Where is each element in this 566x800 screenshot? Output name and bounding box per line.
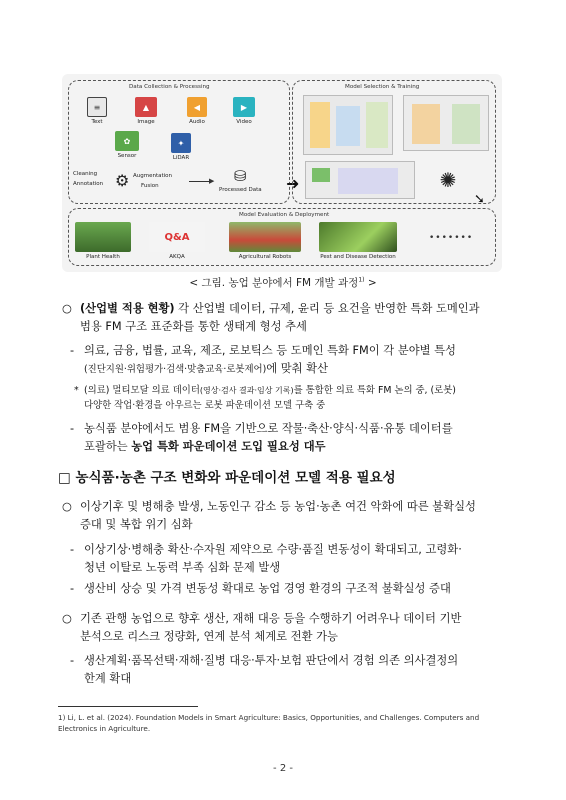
image-data: ▲ Image [135, 97, 157, 125]
robot-icon [229, 222, 301, 252]
pest-icon [319, 222, 397, 252]
video-icon: ▶ [233, 97, 255, 117]
collect-title: Data Collection & Processing [129, 84, 210, 90]
audio-icon: ◀ [187, 97, 207, 117]
plant-health-item: Plant Health [75, 222, 131, 260]
image-icon: ▲ [135, 97, 157, 117]
architecture-diagram [303, 95, 393, 155]
arrow-line [189, 181, 211, 182]
bullet-industry-status: ○ (산업별 적용 현황) 각 산업별 데이터, 규제, 윤리 등 요건을 반영한 특화 도메인과 범용 FM 구조 표준화를 통한 생태계 형성 추세 [62, 302, 480, 333]
figure-caption: < 그림. 농업 분야에서 FM 개발 과정$^{1)}$ > [189, 276, 377, 289]
data-collection-box [68, 80, 290, 204]
model-selection-box [292, 80, 496, 204]
satellite-icon: ✦ [171, 133, 191, 153]
footnote-divider [58, 706, 198, 707]
eval-title: Model Evaluation & Deployment [239, 212, 330, 218]
select-title: Model Selection & Training [345, 84, 420, 90]
video-data: ▶ Video [233, 97, 255, 125]
lidar-data: ✦ LiDAR [171, 133, 191, 161]
training-diagram [305, 161, 415, 199]
dash-agri-fm: - 농식품 분야에서도 범용 FM을 기반으로 작물·축산·양식·식품·유통 데이터를 포괄하는 농업 특화 파운데이션 도입 필요성 대두 [70, 422, 453, 453]
audio-data: ◀ Audio [187, 97, 207, 125]
transformer-diagram [403, 95, 489, 151]
augmentation-fusion: Augmentation Fusion [133, 173, 173, 189]
akqa-item: Q&A AKQA [149, 222, 205, 260]
text-data: ≡ Text [87, 97, 107, 125]
arrow-right-icon: ▶ [209, 177, 215, 185]
note-medical-robot: * (의료) 멀티모달 의료 데이터(영상·검사 결과·임상 기록)를 통합한 의료 특화 FM 논의 중, (로봇) 다양한 작업·환경을 아우르는 로봇 파운데이션 모델 구축 중 [74, 385, 456, 411]
text-icon: ≡ [87, 97, 107, 117]
cleaning-annotation: Cleaning Annotation [73, 171, 104, 187]
processed-data: ⛁ Processed Data [219, 167, 262, 193]
openai-logo-icon: ✺ [439, 168, 457, 192]
footnote: 1) Li, L. et al. (2024). Foundation Models in Smart Agriculture: Basics, Opportunities, and Challenges. Computers and Electronics in Agriculture. [58, 713, 480, 733]
model-evaluation-box [68, 208, 496, 266]
gear-icon: ⚙ [115, 171, 130, 190]
dash-weather-labor: - 이상기상·병해충 확산·수자원 제약으로 수량·품질 변동성이 확대되고, 고령화· 청년 이탈로 노동력 부족 심화 문제 발생 [70, 543, 462, 574]
section-heading: □ 농식품·농촌 구조 변화와 파운데이션 모델 적용 필요성 [58, 470, 396, 486]
agricultural-robots-item: Agricultural Robots [229, 222, 301, 260]
curved-arrow-icon: ➜ [286, 174, 300, 193]
page-number: - 2 - [273, 763, 293, 774]
more-icon: ••••••• [429, 233, 474, 243]
fm-development-figure [62, 74, 502, 272]
plant-icon [75, 222, 131, 252]
pest-detection-item: Pest and Disease Detection [319, 222, 397, 260]
bullet-uncertainty: ○ 이상기후 및 병해충 발생, 노동인구 감소 등 농업·농촌 여건 악화에 따른 불확실성 증대 및 복합 위기 심화 [62, 500, 476, 531]
sensor-icon: ✿ [115, 131, 139, 151]
qa-logo: Q&A [149, 222, 205, 252]
dash-cost-price: - 생산비 상승 및 가격 변동성 확대로 농업 경영 환경의 구조적 불확실성 증대 [70, 582, 451, 595]
dash-domain-fm: - 의료, 금융, 법률, 교육, 제조, 로보틱스 등 도메인 특화 FM이 각 분야별 특성 (진단지원·위험평가·검색·맞춤교육·로봇제어)에 맞춰 확산 [70, 344, 456, 375]
bullet-data-analysis: ○ 기존 관행 농업으로 향후 생산, 재해 대응 등을 수행하기 어려우나 데이터 기반 분석으로 리스크 정량화, 연계 분석 체계로 전환 가능 [62, 612, 462, 643]
sensor-data: ✿ Sensor [115, 131, 139, 159]
down-arrow-icon: ➘ [474, 192, 485, 207]
dash-decision-limit: - 생산계획·품목선택·재해·질병 대응·투자·보험 판단에서 경험 의존 의사결정의 한계 확대 [70, 654, 459, 685]
database-icon: ⛁ [234, 167, 247, 185]
